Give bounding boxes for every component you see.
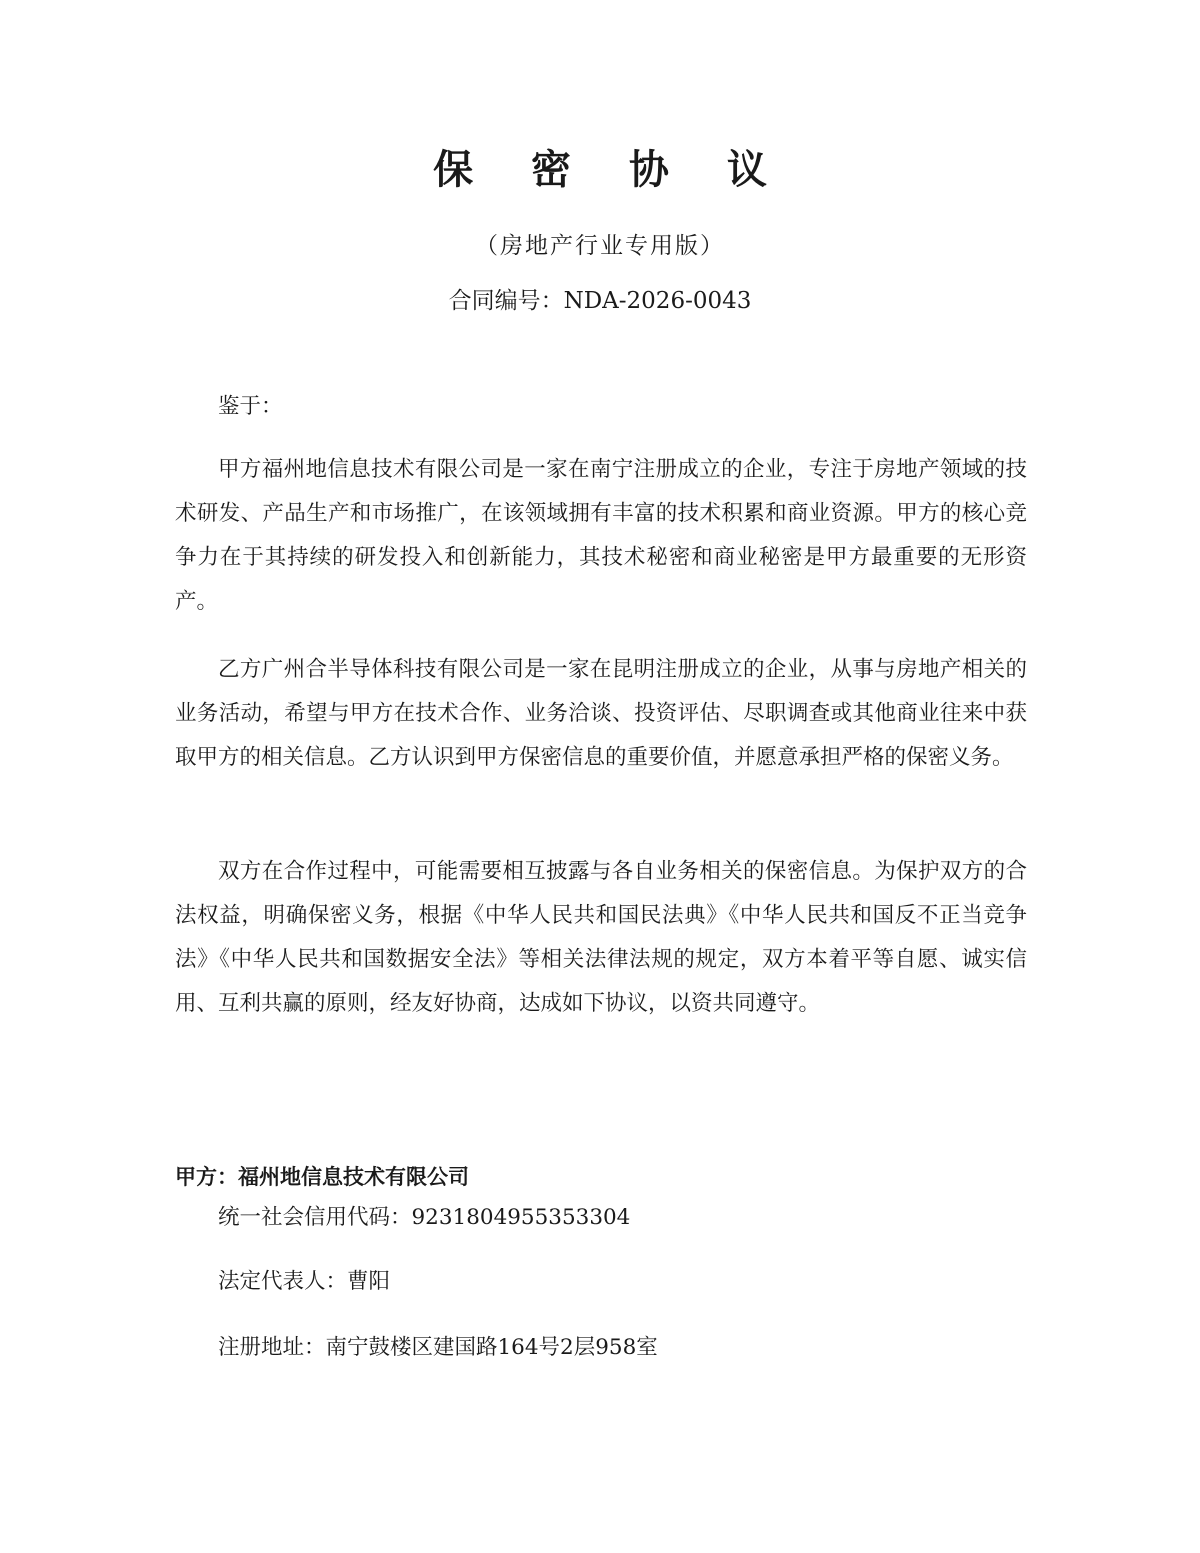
paragraph-text: 双方在合作过程中，可能需要相互披露与各自业务相关的保密信息。为保护双方的合法权益，明确保密义务，根据《中华人民共和国民法典》《中华人民共和国反不正当竞争法》《中华人民共和国数据安全法》等相关法律法规的规定，双方本着平等自愿、诚实信用、互利共赢的原则，经友好协商，达成如下协议，以资共同遵守。 (175, 859, 1027, 1016)
paragraph-party-a-intro (175, 448, 1027, 624)
party-a-legal-rep: 法定代表人：曹阳 (218, 1269, 391, 1294)
paragraph-party-b-intro (175, 648, 1027, 780)
paragraph-text: 甲方福州地信息技术有限公司是一家在南宁注册成立的企业，专注于房地产领域的技术研发、产品生产和市场推广，在该领域拥有丰富的技术积累和商业资源。甲方的核心竞争力在于其持续的研发投入和创新能力，其技术秘密和商业秘密是甲方最重要的无形资产。 (175, 457, 1027, 614)
document-subtitle: （房地产行业专用版） (475, 233, 725, 259)
party-a-heading: 甲方：福州地信息技术有限公司 (175, 1165, 469, 1189)
paragraph-text: 乙方广州合半导体科技有限公司是一家在昆明注册成立的企业，从事与房地产相关的业务活动，希望与甲方在技术合作、业务洽谈、投资评估、尽职调查或其他商业往来中获取甲方的相关信息。乙方认识到甲方保密信息的重要价值，并愿意承担严格的保密义务。 (175, 657, 1027, 770)
whereas-label: 鉴于： (218, 394, 283, 419)
party-a-address: 注册地址：南宁鼓楼区建国路164号2层958室 (218, 1335, 658, 1360)
document-title: 保 密 协 议 (433, 147, 789, 193)
contract-number: 合同编号：NDA-2026-0043 (448, 288, 752, 314)
paragraph-purpose (175, 850, 1027, 1026)
party-a-credit-code: 统一社会信用代码：9231804955353304 (218, 1205, 631, 1230)
